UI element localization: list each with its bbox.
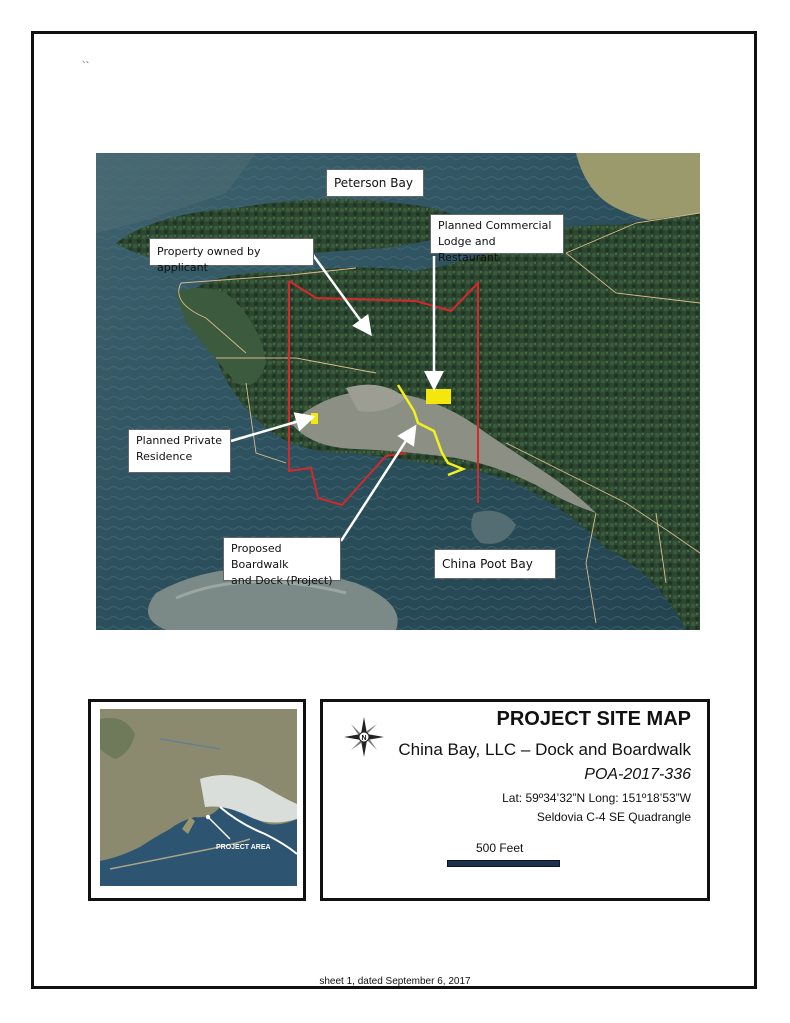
corner-mark: `` <box>82 60 90 72</box>
label-property-owned: Property owned by applicant <box>149 238 314 266</box>
label-lodge-restaurant: Planned Commercial Lodge and Restaurant <box>430 214 564 254</box>
label-private-residence: Planned Private Residence <box>128 429 231 473</box>
residence-footprint <box>311 413 318 424</box>
project-area-label: PROJECT AREA <box>216 844 271 851</box>
title-block <box>320 699 710 901</box>
coordinates: Lat: 59º34’32”N Long: 151º18’53”W <box>502 791 691 805</box>
inset-map-svg <box>100 709 297 886</box>
compass-letter: N <box>361 735 367 742</box>
aerial-site-map <box>96 153 700 630</box>
label-boardwalk-dock: Proposed Boardwalk and Dock (Project) <box>223 537 341 581</box>
scale-bar <box>447 860 560 867</box>
compass-rose-icon <box>343 716 385 758</box>
inset-alaska-map <box>100 709 297 886</box>
map-title: PROJECT SITE MAP <box>496 708 691 730</box>
sheet-footer: sheet 1, dated September 6, 2017 <box>319 976 471 987</box>
project-subtitle: China Bay, LLC – Dock and Boardwalk <box>398 740 691 759</box>
aerial-photo-svg <box>96 153 700 630</box>
label-peterson-bay: Peterson Bay <box>326 169 424 197</box>
lodge-footprint <box>426 389 451 404</box>
scale-label: 500 Feet <box>476 841 524 855</box>
inset-locator-box <box>88 699 306 901</box>
label-china-poot-bay: China Poot Bay <box>434 549 556 579</box>
quadrangle: Seldovia C-4 SE Quadrangle <box>536 810 691 824</box>
project-area-marker <box>206 815 210 819</box>
permit-number: POA-2017-336 <box>584 766 691 783</box>
